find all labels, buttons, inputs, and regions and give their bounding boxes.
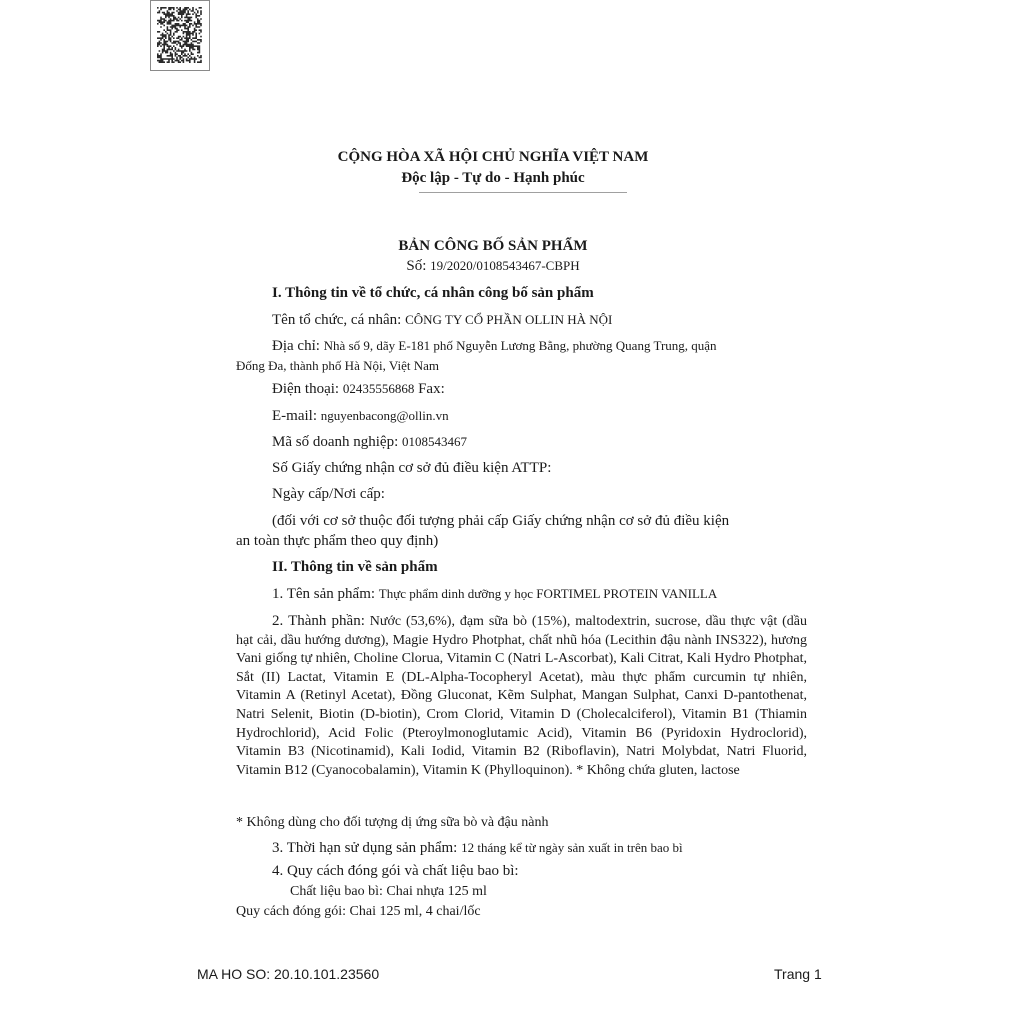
section-1-heading: I. Thông tin về tổ chức, cá nhân công bố sản phẩm [272, 285, 594, 301]
email-label: E-mail: [272, 408, 317, 424]
packaging-heading: 4. Quy cách đóng gói và chất liệu bao bì: [272, 863, 519, 879]
product-name-label: 1. Tên sản phẩm: [272, 586, 376, 602]
qr-code [150, 0, 210, 71]
document-number [0, 258, 986, 275]
tax-value: 0108543467 [401, 434, 467, 449]
note-line-1: (đối với cơ sở thuộc đối tượng phải cấp Giấy chứng nhận cơ sở đủ điều kiện [272, 513, 730, 529]
phone-label: Điện thoại: [272, 381, 340, 397]
page-number: Trang 1 [774, 966, 822, 982]
fax-label: Fax: [418, 381, 445, 397]
address-label: Địa chỉ: [272, 338, 320, 354]
allergy-note: * Không dùng cho đối tượng dị ứng sữa bò và đậu nành [236, 815, 549, 830]
issue-label: Ngày cấp/Nơi cấp: [272, 486, 385, 502]
packaging-material: Chất liệu bao bì: Chai nhựa 125 ml [290, 884, 487, 899]
document-number-label: Số: [406, 258, 427, 274]
address-line-1 [272, 338, 717, 355]
packaging-spec: Quy cách đóng gói: Chai 125 ml, 4 chai/lốc [236, 904, 481, 919]
org-line [272, 312, 612, 329]
motto-heading: Độc lập - Tự do - Hạnh phúc [401, 170, 585, 186]
ingredients-paragraph [236, 612, 807, 780]
shelf-life-value: 12 tháng kể từ ngày sản xuất in trên bao bì [461, 840, 683, 855]
document-number-value: 19/2020/0108543467-CBPH [430, 258, 580, 273]
nation-heading: CỘNG HÒA XÃ HỘI CHỦ NGHĨA VIỆT NAM [337, 149, 649, 165]
motto-divider [419, 192, 627, 193]
tax-label: Mã số doanh nghiệp: [272, 434, 399, 450]
org-value: CÔNG TY CỔ PHẦN OLLIN HÀ NỘI [405, 312, 613, 327]
shelf-life-line [272, 840, 683, 857]
product-name-value: Thực phẩm dinh dưỡng y học FORTIMEL PROTEIN VANILLA [378, 586, 718, 601]
ingredients-label: 2. Thành phần: [272, 613, 365, 629]
record-number: MA HO SO: 20.10.101.23560 [197, 966, 380, 982]
address-value-2: Đống Đa, thành phố Hà Nội, Việt Nam [236, 358, 439, 373]
section-2-heading: II. Thông tin về sản phẩm [272, 559, 438, 575]
email-value: nguyenbacong@ollin.vn [320, 408, 449, 423]
shelf-life-label: 3. Thời hạn sử dụng sản phẩm: [272, 840, 458, 856]
email-line [272, 408, 449, 425]
phone-line [272, 381, 445, 398]
cert-label: Số Giấy chứng nhận cơ sở đủ điều kiện ATTP: [272, 460, 552, 476]
org-label: Tên tổ chức, cá nhân: [272, 312, 402, 328]
document-title: BẢN CÔNG BỐ SẢN PHẨM [398, 238, 588, 254]
product-name-line [272, 586, 717, 603]
ingredients-value: Nước (53,6%), đạm sữa bò (15%), maltodextrin, sucrose, dầu thực vật (dầu hạt cải, dầu hướng dương), Magie Hydro Photphat, chất nhũ hóa (Lecithin đậu nành INS322), hương Vani giống tự nhiên, Choline Clorua, Vitamin C (Natri L-Ascorbat), Kali Citrat, Kali Hydro Photphat, Sắt (II) Lactat, Vitamin E (DL-Alpha-Tocopheryl Acetat), màu thực phẩm curcumin tự nhiên, Vitamin A (Retinyl Acetat), Đồng Gluconat, Kẽm Sulphat, Mangan Sulphat, Canxi D-pantothenat, Natri Selenit, Biotin (D-biotin), Crom Clorid, Vitamin D (Cholecalciferol), Vitamin B1 (Thiamin Hydrochlorid), Acid Folic (Pteroylmonoglutamic Acid), Vitamin B6 (Pyridoxin Hydroclorid), Vitamin B3 (Nicotinamid), Kali Iodid, Vitamin B2 (Riboflavin), Natri Molybdat, Natri Fluorid, Vitamin B12 (Cyanocobalamin), Vitamin K (Phylloquinon). * Không chứa gluten, lactose [236, 614, 808, 778]
tax-line [272, 434, 467, 451]
qr-code-icon [157, 7, 203, 63]
phone-value: 02435556868 [342, 381, 415, 396]
note-line-2: an toàn thực phẩm theo quy định) [236, 533, 439, 549]
address-value-1: Nhà số 9, dãy E-181 phố Nguyễn Lương Bằng, phường Quang Trung, quận [323, 338, 717, 353]
